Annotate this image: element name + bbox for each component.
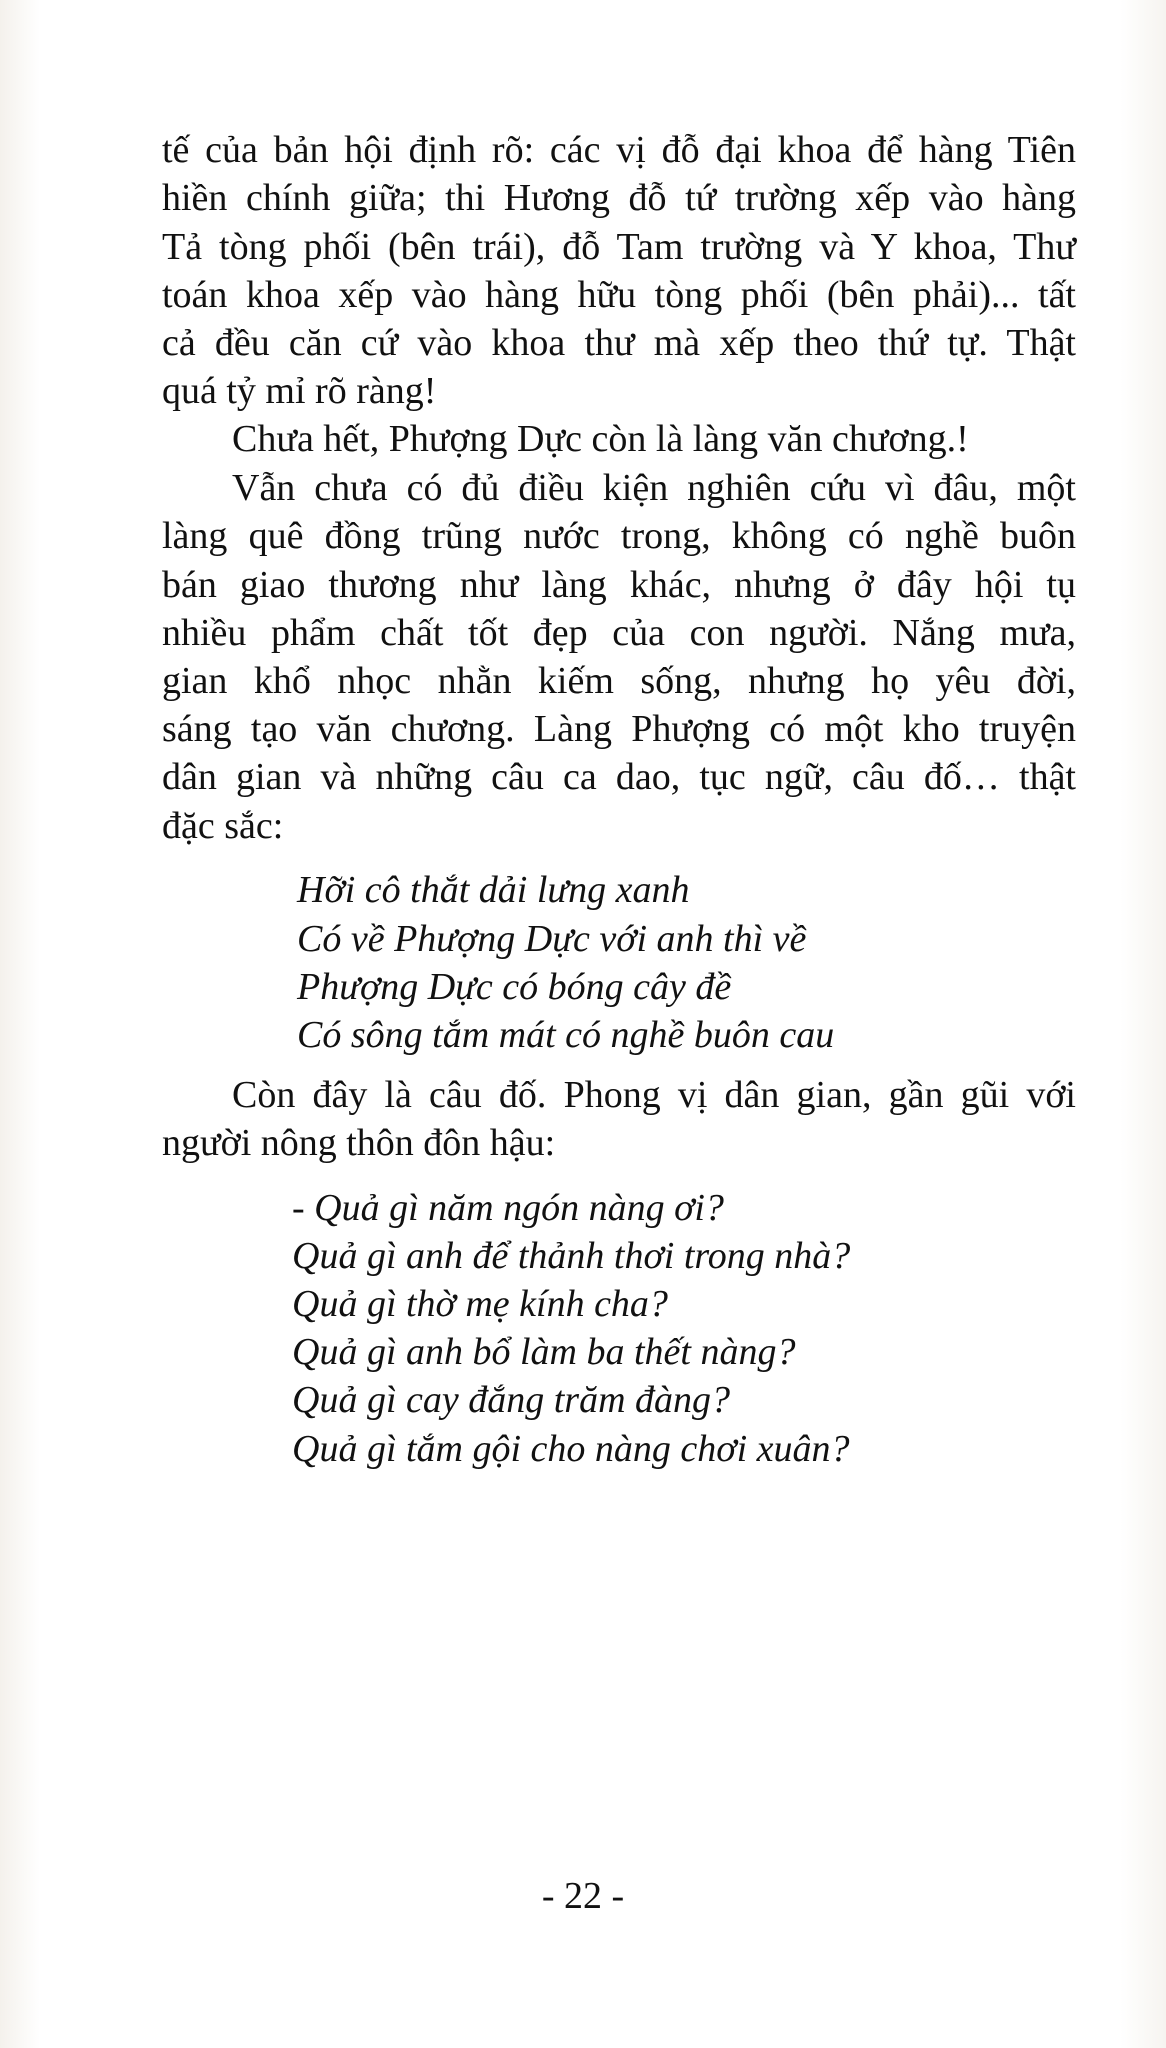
text-line: nhiều phẩm chất tốt đẹp của con người. Nắng mưa,	[162, 612, 1076, 654]
verse-line: Quả gì cay đắng trăm đàng?	[292, 1379, 731, 1421]
text-line: quá tỷ mỉ rõ ràng!	[162, 370, 437, 412]
text-line: hiền chính giữa; thi Hương đỗ tứ trường xếp vào hàng	[162, 177, 1076, 219]
text-line: tế của bản hội định rõ: các vị đỗ đại khoa để hàng Tiên	[162, 129, 1076, 171]
text-line: làng quê đồng trũng nước trong, không có nghề buôn	[162, 515, 1076, 557]
verse-line: Quả gì tắm gội cho nàng chơi xuân?	[292, 1428, 850, 1470]
verse-line: Phượng Dực có bóng cây đề	[297, 966, 732, 1008]
text-line: gian khổ nhọc nhằn kiếm sống, nhưng họ yêu đời,	[162, 660, 1076, 702]
text-line: đặc sắc:	[162, 805, 284, 847]
text-line: Tả tòng phối (bên trái), đỗ Tam trường và Y khoa, Thư	[162, 226, 1076, 268]
text-line: toán khoa xếp vào hàng hữu tòng phối (bên phải)... tất	[162, 274, 1076, 316]
text-line: bán giao thương như làng khác, nhưng ở đây hội tụ	[162, 564, 1076, 606]
verse-line: Hỡi cô thắt dải lưng xanh	[297, 869, 690, 911]
verse-line: Có về Phượng Dực với anh thì về	[297, 918, 807, 960]
text-line: dân gian và những câu ca dao, tục ngữ, câu đố… thật	[162, 756, 1076, 798]
text-line: Vẫn chưa có đủ điều kiện nghiên cứu vì đâu, một	[232, 467, 1076, 509]
verse-line: Quả gì anh bổ làm ba thết nàng?	[292, 1331, 796, 1373]
verse-line: Quả gì thờ mẹ kính cha?	[292, 1283, 668, 1325]
verse-line: - Quả gì năm ngón nàng ơi?	[292, 1187, 724, 1229]
verse-line: Có sông tắm mát có nghề buôn cau	[297, 1014, 835, 1056]
text-line: người nông thôn đôn hậu:	[162, 1122, 556, 1164]
text-line: cả đều căn cứ vào khoa thư mà xếp theo thứ tự. Thật	[162, 322, 1076, 364]
text-line: Còn đây là câu đố. Phong vị dân gian, gần gũi với	[232, 1074, 1076, 1116]
paragraph-2: Chưa hết, Phượng Dực còn là làng văn chương.!	[232, 418, 969, 460]
verse-line: Quả gì anh để thảnh thơi trong nhà?	[292, 1235, 851, 1277]
text-line: sáng tạo văn chương. Làng Phượng có một kho truyện	[162, 708, 1076, 750]
page-number: - 22 -	[541, 1875, 625, 1917]
